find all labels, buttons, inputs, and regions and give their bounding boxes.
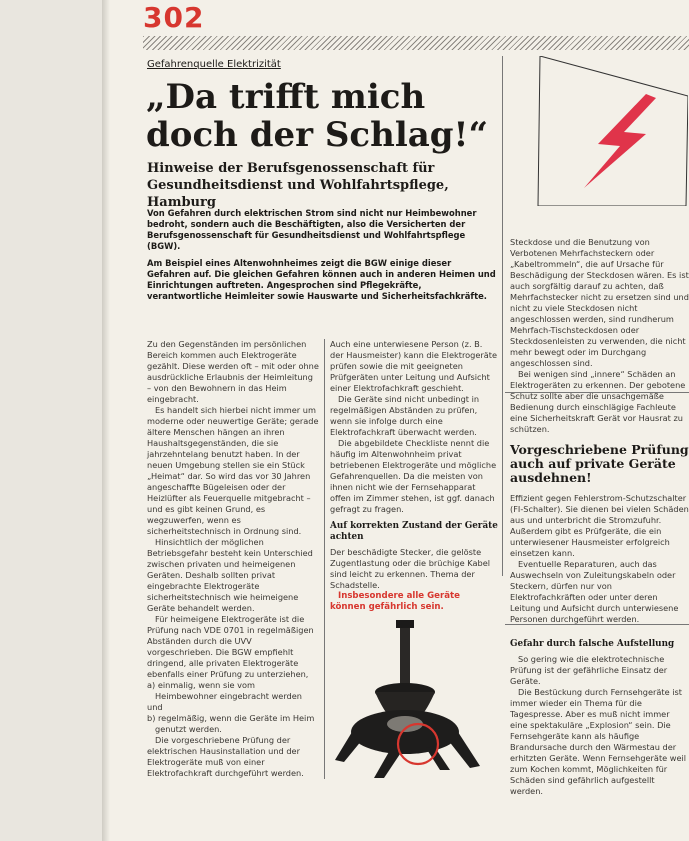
body-paragraph: Auch eine unterwiesene Person (z. B. der Hausmeister) kann die Elektrogeräte prüfen sowie die mit geeigneten Prüfgeräten unter Leitung und Aufsicht einer Elektrofachkraft geschieht. bbox=[330, 339, 497, 393]
column-rule bbox=[502, 56, 503, 576]
body-paragraph: Die Geräte sind nicht unbedingt in regelmäßigen Abständen zu prüfen, wenn sie infolge durch eine Elektrofachkraft überwacht werden. bbox=[330, 394, 480, 437]
list-item: b) regelmäßig, wenn die Geräte im Heim genutzt werden. bbox=[147, 713, 315, 734]
body-paragraph: Die vorgeschriebene Prüfung der elektrischen Hausinstallation und der Elektrogeräte muß von einer Elektrofachkraft durchgeführt werden. bbox=[147, 735, 304, 778]
header-hatch-band bbox=[143, 36, 689, 50]
article-kicker: Gefahrenquelle Elektrizität bbox=[147, 59, 281, 70]
article-headline: „Da trifft mich doch der Schlag!“ bbox=[146, 77, 489, 155]
body-paragraph: Der beschädigte Stecker, die gelöste Zugentlastung oder die brüchige Kabel sind leicht zu erkennen. Thema der Schadstelle. bbox=[330, 547, 491, 590]
text-column-1 bbox=[147, 339, 319, 779]
intro-paragraph: Am Beispiel eines Altenwohnheimes zeigt die BGW einige dieser Gefahren auf. Die gleichen Gefahren können auch in anderen Heimen und Einrichtungen auftreten. Angesprochen sind Pflegekräfte, verantwortliche Heimleiter sowie Hauswarte und Sicherheitsfachkräfte. bbox=[147, 258, 496, 301]
body-paragraph: Die Bestückung durch Fernsehgeräte ist immer wieder ein Thema für die Tagespresse. Aber es muß nicht immer eine spektakuläre „Explosion“ sein. Die Fernsehgeräte kann als häufige Brandursache durch den Wärmestau der erhitzten Geräte. Wenn Fernsehgeräte weil zum Kochen kommt, Möglichkeiten für Schäden sind gefährlich aufgestellt werden. bbox=[510, 687, 687, 796]
article-intro bbox=[147, 208, 497, 308]
body-paragraph: Zu den Gegenständen im persönlichen Bereich kommen auch Elektrogeräte gezählt. Diese werden oft – mit oder ohne ausdrückliche Erlaubnis der Heimleitung – von den Bewohnern in das Heim eingebracht. bbox=[147, 339, 319, 404]
inspection-list bbox=[147, 680, 319, 735]
intro-paragraph: Von Gefahren durch elektrischen Strom sind nicht nur Heimbewohner bedroht, sondern auch die Beschäftigten, also die Versicherten der Berufsgenossenschaft für Gesundheitsdienst und Wohlfahrtspflege (BGW). bbox=[147, 208, 477, 251]
body-paragraph: Eventuelle Reparaturen, auch das Auswechseln von Zuleitungskabeln oder Steckern, dürfen nur von Elektrofachkräften oder unter deren Leitung und Aufsicht durch unterwiesene Personen durchgeführt werden. bbox=[510, 559, 679, 624]
body-paragraph: Effizient gegen Fehlerstrom-Schutzschalter (FI-Schalter). Sie dienen bei vielen Schäden aus und unterbricht die Stromzufuhr. Außerdem gibt es Prüfgeräte, die ein unterwiesener Hausmeister erfolgreich einsetzen kann. bbox=[510, 493, 689, 558]
text-column-2 bbox=[330, 339, 498, 613]
body-paragraph: Steckdose und die Benutzung von Verbotenen Mehrfachsteckern oder „Kabeltrommeln“, die auf Ursache für Beschädigung der Steckdosen wären. Es ist auch sorgfältig darauf zu achten, daß Mehrfachstecker nicht zu ersetzen sind und nicht zu viele Steckdosen nicht angeschlossen werden, sind rundherum Mehrfach-Tischsteckdosen oder Steckdosenleisten zu verwenden, die nicht mehr bewegt oder im Durchgang angeschlossen sind. bbox=[510, 237, 689, 368]
section-heading: Auf korrekten Zustand der Geräte achten bbox=[330, 521, 498, 542]
binding-shadow bbox=[102, 0, 110, 841]
body-paragraph: So gering wie die elektrotechnische Prüfung ist der gefährliche Einsatz der Geräte. bbox=[510, 654, 668, 686]
body-paragraph: Hinsichtlich der möglichen Betriebsgefahr besteht kein Unterschied zwischen privaten und heimeigenen Geräten. Deshalb sollten privat eingebrachte Elektrogeräte sicherheitstechnisch wie heimeigene Geräte behandelt werden. bbox=[147, 537, 313, 613]
body-paragraph: Es handelt sich hierbei nicht immer um moderne oder neuwertige Geräte; gerade ältere Menschen hängen an ihren Haushaltsgegenständen, die sie jahrzehntelang benutzt haben. In der neuen Umgebung stellen sie ein Stück „Heimat“ dar. So wird das vor 30 Jahren angeschaffte Bügeleisen oder der Heizlüfter als Feuerquelle mitgebracht – und es gibt keinen Grund, es wegzuwerfen, wenn es sicherheitstechnisch in Ordnung sind. bbox=[147, 405, 319, 536]
text-column-3 bbox=[510, 237, 689, 797]
column-rule bbox=[324, 339, 325, 779]
list-item: und bbox=[147, 702, 163, 712]
lightning-bolt-icon bbox=[528, 56, 688, 206]
body-paragraph: Für heimeigene Elektrogeräte ist die Prüfung nach VDE 0701 in regelmäßigen Abständen durch die UVV vorgeschrieben. Die BGW empfiehlt dringend, alle privaten Elektrogeräte ebenfalls einer Prüfung zu unterziehen, bbox=[147, 614, 314, 679]
section-heading-large: Vorgeschriebene Prüfung auch auf private Geräte ausdehnen! bbox=[510, 442, 689, 485]
body-paragraph: Bei wenigen sind „innere“ Schäden an Elektrogeräten zu erkennen. Der gebotene Schutz sollte aber die unsachgemäße Bedienung durch einschlägige Fachleute eine Sicherheitskraft Gerät vor Hausrat zu schützen. bbox=[510, 369, 686, 434]
article-subhead: Hinweise der Berufsgenossenschaft für Gesundheitsdienst und Wohlfahrtspflege, Hamburg bbox=[147, 161, 449, 210]
appliance-photo bbox=[330, 620, 498, 780]
section-heading: Gefahr durch falsche Aufstellung bbox=[510, 639, 675, 649]
list-item: a) einmalig, wenn sie vom Heimbewohner eingebracht werden bbox=[147, 680, 302, 701]
body-paragraph: Die abgebildete Checkliste nennt die häufig im Altenwohnheim privat betriebenen Elektrogeräte und mögliche Gefahrenquellen. Da die meisten von ihnen nicht wie der Fernsehapparat offen im Zimmer stehen, ist ggf. danach gefragt zu fragen. bbox=[330, 438, 497, 514]
page-number: 302 bbox=[143, 1, 205, 34]
red-callout: Insbesondere alle Geräte können gefährlich sein. bbox=[330, 591, 460, 612]
binding-gutter bbox=[0, 0, 108, 841]
